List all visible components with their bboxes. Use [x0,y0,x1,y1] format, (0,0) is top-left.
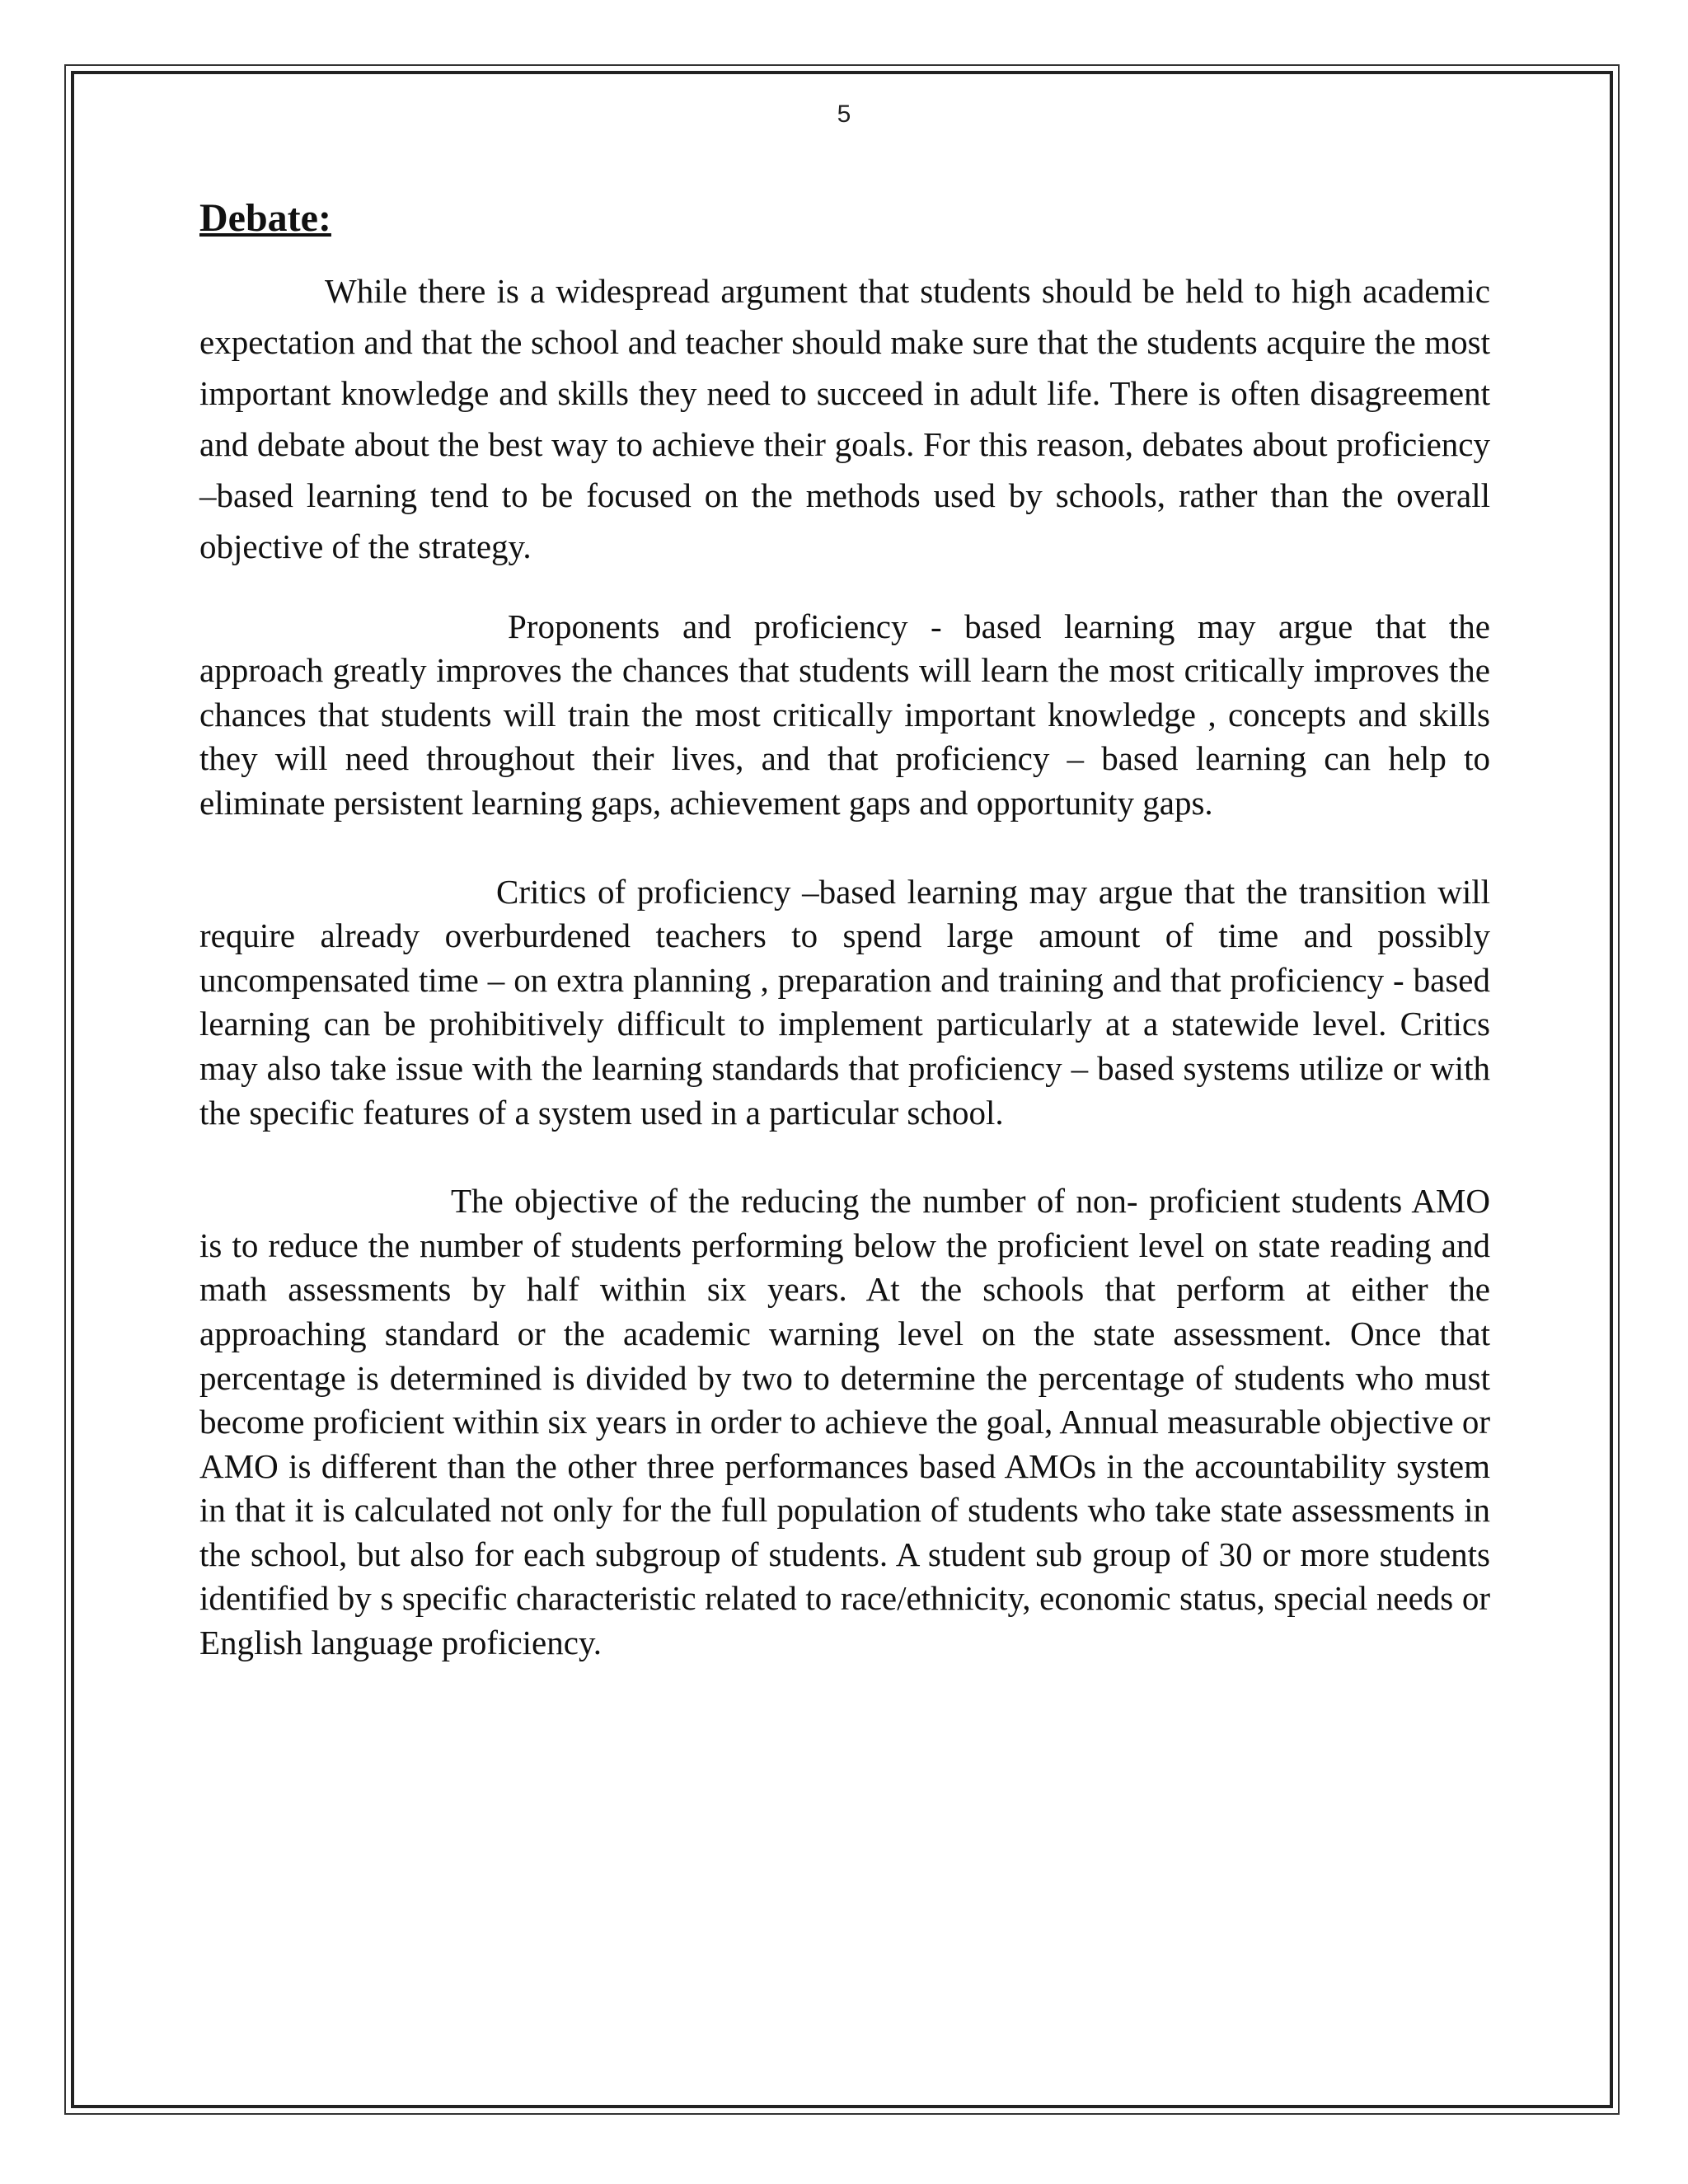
paragraph-intro: While there is a widespread argument that students should be held to high academic expectation and that the school and teacher should make sure that the students acquire the most important knowledge and skills they need to succeed in adult life. There is often disagreement and debate about the best way to achieve their goals. For this reason, debates about proficiency –based learning tend to be focused on the methods used by schools, rather than the overall objective of the strategy. [199,271,1490,565]
paragraph-amo-objective: The objective of the reducing the number of non- proficient students AMO is to reduce the number of students performing below the proficient level on state reading and math assessments by half within six years. At the schools that perform at either the approaching standard or the academic warning level on the state assessment. Once that percentage is determined is divided by two to determine the percentage of students who must become proficient within six years in order to achieve the goal, Annual measurable objective or AMO is different than the other three performances based AMOs in the accountability system in that it is calculated not only for the full population of students who take state assessments in the school, but also for each subgroup of students. A student sub group of 30 or more students identified by s specific characteristic related to race/ethnicity, economic status, special needs or English language proficiency. [199,1182,1490,1662]
section-heading: Debate: [199,196,331,240]
page-number: 5 [837,101,851,128]
paragraph-proponents: Proponents and proficiency - based learning may argue that the approach greatly improves the chances that students will learn the most critically improves the chances that students will train the most critically important knowledge , concepts and skills they will need throughout their lives, and that proficiency – based learning can help to eliminate persistent learning gaps, achievement gaps and opportunity gaps. [199,607,1490,822]
paragraph-critics: Critics of proficiency –based learning may argue that the transition will require already overburdened teachers to spend large amount of time and possibly uncompensated time – on extra planning , preparation and training and that proficiency - based learning can be prohibitively difficult to implement particularly at a statewide level. Critics may also take issue with the learning standards that proficiency – based systems utilize or with the specific features of a system used in a particular school. [199,872,1490,1132]
document-body [199,194,1490,1666]
